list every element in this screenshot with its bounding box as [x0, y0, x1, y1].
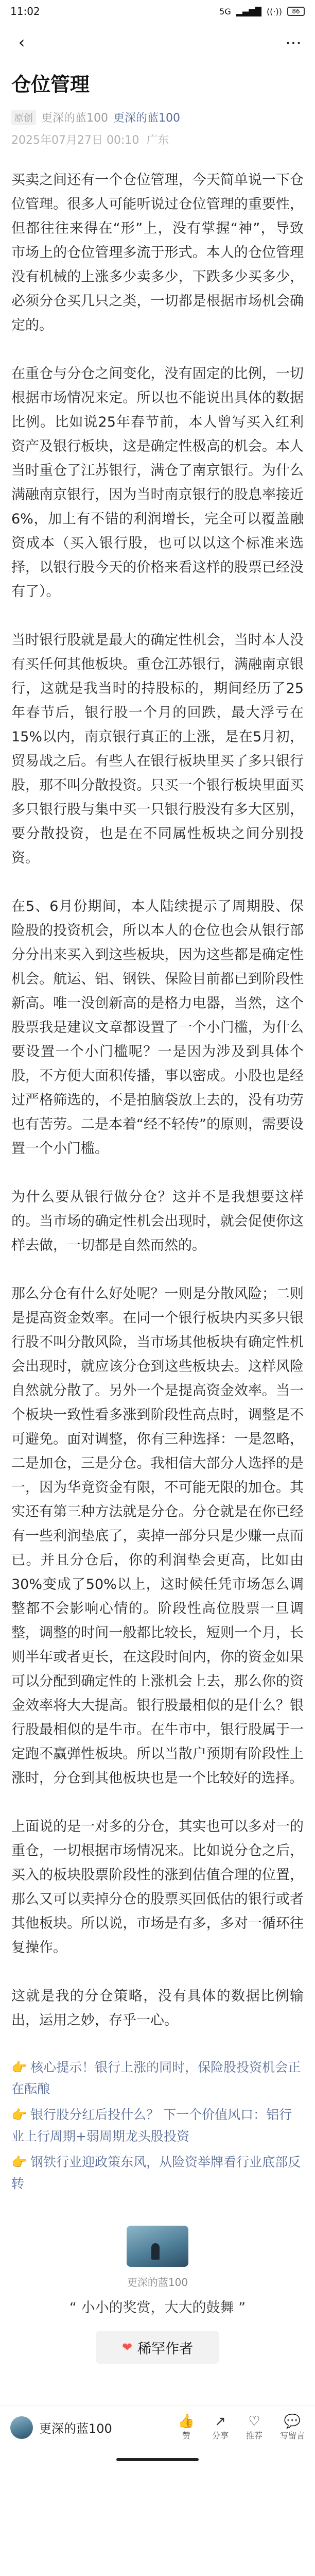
status-time: 11:02 [10, 5, 40, 18]
status-bar [0, 0, 315, 23]
network-type: 5G [219, 6, 231, 16]
share-icon: ↗ [215, 2414, 226, 2429]
author-avatar-image [127, 2226, 188, 2267]
related-link-text: 钢铁行业迎政策东风，从险资举牌看行业底部反转 [11, 2155, 301, 2191]
comment-icon: 💬 [284, 2414, 301, 2429]
heart-icon: ❤ [121, 2340, 133, 2354]
link-arrow-icon: 👉 [11, 2060, 28, 2075]
home-bar[interactable] [116, 2458, 199, 2461]
related-link[interactable] [11, 2057, 304, 2100]
nav-bar [0, 23, 315, 62]
recommend-button[interactable] [246, 2414, 262, 2441]
author-link[interactable]: 更深的蓝100 [113, 112, 180, 125]
related-link[interactable] [11, 2104, 304, 2147]
more-dots-icon[interactable]: ⋯ [285, 32, 302, 52]
signal-icon: ▂▄▆█ [236, 6, 261, 16]
link-arrow-icon: 👉 [11, 2107, 28, 2122]
avatar [10, 2416, 33, 2439]
paragraph: 为什么要从银行做分仓？这并不是我想要这样的。当市场的确定性机会出现时，就会促使你这样去做，一切都是自然而然的。 [11, 1189, 304, 1253]
article-body [0, 71, 315, 2195]
home-indicator [0, 2449, 315, 2470]
article-meta [11, 109, 304, 125]
paragraph: 上面说的是一对多的分仓，其实也可以多对一的重仓，一切根据市场情况来。比如说分仓之后，买入的板块股票阶段性的涨到估值合理的位置，那么又可以卖掉分仓的股票买回低估的银行或者其他板块。所以说，市场是有多，多对一循环往复操作。 [11, 1819, 304, 1956]
footer-author[interactable] [10, 2416, 178, 2439]
author-text: 更深的蓝100 [41, 112, 108, 125]
recommend-label: 推荐 [246, 2431, 262, 2441]
reward-button-label: 稀罕作者 [137, 2341, 194, 2357]
paragraph: 这就是我的分仓策略，没有具体的数据比例输出，运用之妙，存乎一心。 [11, 1988, 304, 2028]
related-links [11, 2057, 304, 2195]
publish-location: 广东 [146, 134, 169, 147]
paragraph: 在重仓与分仓之间变化，没有固定的比例，一切根据市场情况来定。所以也不能说出具体的数据比例。比如说25年春节前，本人曾写买入红利资产及银行板块，这是确定性极高的机会。本人当时重仓了江苏银行，满仓了南京银行。为什么满融南京银行，因为当时南京银行的股息率接近6%，加上有不错的利润增长，完全可以覆盖融资成本（买入银行股，也可以以这个标准来选择，以银行股今天的价格来看这样的股票已经没有了）。 [11, 366, 304, 600]
reward-slogan: “ 小小的奖赏，大大的鼓舞 ” [69, 2300, 246, 2316]
reward-button[interactable] [96, 2331, 219, 2364]
bottom-action-bar [0, 2405, 315, 2449]
link-arrow-icon: 👉 [11, 2155, 28, 2170]
article-content [11, 168, 304, 2032]
article-title: 仓位管理 [11, 73, 90, 96]
related-link-text: 核心提示！银行上涨的同时，保险股投资机会正在酝酿 [11, 2060, 301, 2096]
battery-icon: 86 [287, 7, 305, 16]
footer-actions [178, 2414, 305, 2441]
share-button[interactable] [212, 2414, 229, 2441]
heart-outline-icon: ♡ [248, 2414, 260, 2429]
wifi-icon: ((·)) [266, 6, 282, 16]
comment-label: 写留言 [279, 2431, 305, 2441]
original-badge: 原创 [11, 110, 36, 125]
reward-section [0, 2226, 315, 2364]
status-indicators [219, 7, 305, 16]
publish-date: 2025年07月27日 00:10 [11, 134, 139, 147]
paragraph: 当时银行股就是最大的确定性机会，当时本人没有买任何其他板块。重仓江苏银行，满融南京银行，这就是我当时的持股标的，期间经历了25年春节后，银行股一个月的回跌，最大浮亏在15%以内，南京银行真正的上涨，是在5月初，贸易战之后。有些人在银行板块里买了多只银行股，那不叫分散投资。只买一个银行板块里面买多只银行股与集中买一只银行股没有多大区别，要分散投资，也是在不同属性板块之间分别投资。 [11, 632, 304, 866]
thumbs-up-icon: 👍 [178, 2414, 195, 2429]
footer-author-name: 更深的蓝100 [39, 2421, 112, 2436]
like-label: 赞 [182, 2431, 190, 2441]
article-date-location [11, 131, 304, 147]
comment-button[interactable] [280, 2414, 305, 2441]
paragraph: 买卖之间还有一个仓位管理，今天简单说一下仓位管理。很多人可能听说过仓位管理的重要性，但都往往来得在“形”上，没有掌握“神”，导致市场上的仓位管理多流于形式。本人的仓位管理没有机械的上涨多少卖多少，下跌多少买多少，必须分仓买几只之类，一切都是根据市场机会确定的。 [11, 172, 304, 333]
related-link-text: 银行股分红后投什么？ 下一个价值风口：铝行业上行周期+弱周期龙头股投资 [11, 2107, 292, 2144]
reward-author-name: 更深的蓝100 [127, 2276, 188, 2289]
related-link[interactable] [11, 2151, 304, 2195]
share-label: 分享 [212, 2431, 229, 2441]
paragraph: 那么分仓有什么好处呢？一则是分散风险；二则是提高资金效率。在同一个银行板块内买多只银行股不叫分散风险，当市场其他板块有确定性机会出现时，就应该分仓到这些板块去。这样风险自然就分散了。另外一个是提高资金效率。当一个板块一致性看多涨到阶段性高点时，调整是不可避免。面对调整，你有三种选择：一是忽略，二是加仓，三是分仓。我相信大部分人选择的是一，因为华竟资金有限，不可能无限的加仓。其实还有第三种方法就是分仓。分仓就是在你已经有一些利润垫底了，卖掉一部分只是少赚一点而已。并且分仓后，你的利润垫会更高，比如由30%变成了50%以上，这时候任凭市场怎么调整都不会影响心情的。阶段性高位股票一旦调整，调整的时间一般都比较长，短则一个月，长则半年或者更长，在这段时间内，你的资金如果可以分配到确定性的上涨机会上去，那么你的资金效率将大大提高。银行股最相似的是什么？银行股最相似的是牛市。在牛市中，银行股属于一定跑不赢弹性板块。所以当散户预期有阶段性上涨时，分仓到其他板块也是一个比较好的选择。 [11, 1286, 304, 1786]
back-chevron-icon[interactable]: ‹ [18, 32, 25, 52]
paragraph: 在5、6月份期间，本人陆续提示了周期股、保险股的投资机会，所以本人的仓位也会从银行部分分出来买入到这些板块，因为这些都是确定性机会。航运、铝、钢铁、保险目前都已到阶段性新高。唯一没创新高的是格力电器，当然，这个股票我是建议文章都设置了一个小门槛，为什么要设置一个小门槛呢？一是因为涉及到具体个股，不方便大面积传播，事以密成。小股也是经过严格筛选的，不是拍脑袋放上去的，没有功劳也有苦劳。二是本着“经不轻传”的原则，需要设置一个小门槛。 [11, 899, 304, 1157]
like-button[interactable] [178, 2414, 195, 2441]
